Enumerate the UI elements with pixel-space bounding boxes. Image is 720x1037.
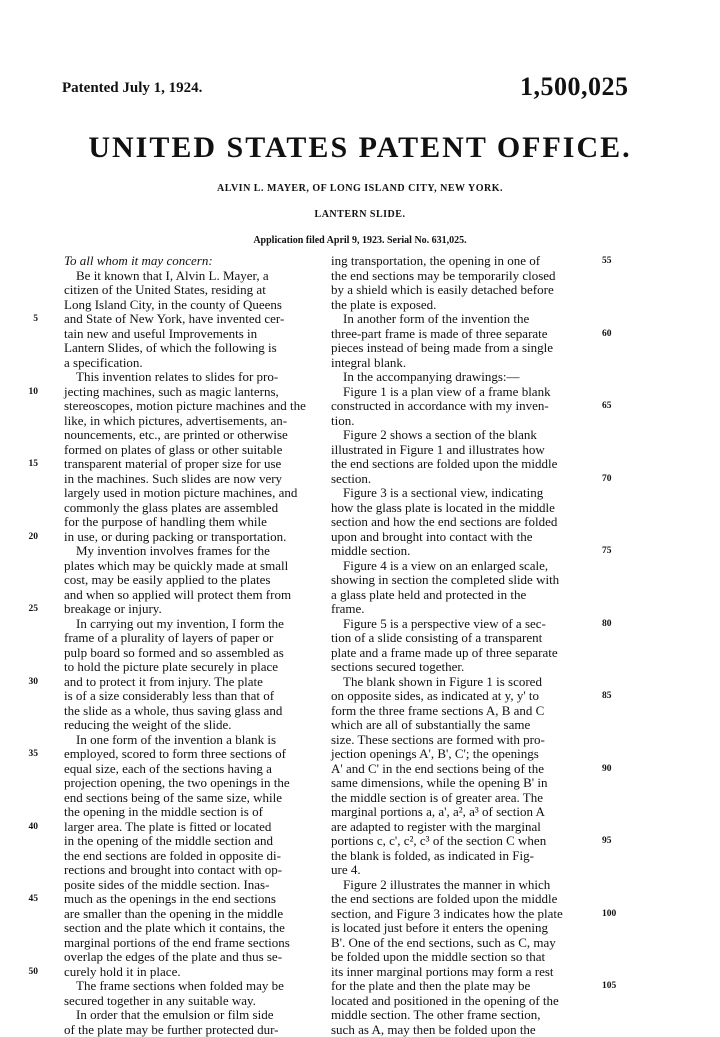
text-line: frame. <box>331 602 589 617</box>
text-line: curely hold it in place. <box>64 965 322 980</box>
text-line: the plate is exposed. <box>331 298 589 313</box>
text-line: and State of New York, have invented cer- <box>64 312 322 327</box>
text-line: the middle section is of greater area. The <box>331 791 589 806</box>
text-line: Figure 5 is a perspective view of a sec- <box>331 617 589 632</box>
text-line: marginal portions of the end frame sections <box>64 936 322 951</box>
application-line: Application filed April 9, 1923. Serial No. 631,025. <box>0 235 720 246</box>
text-line: illustrated in Figure 1 and illustrates how <box>331 443 589 458</box>
text-line: The frame sections when folded may be <box>64 979 322 994</box>
text-line: are smaller than the opening in the middle <box>64 907 322 922</box>
text-line: employed, scored to form three sections of <box>64 747 322 762</box>
line-number: 20 <box>16 532 38 542</box>
text-line: on opposite sides, as indicated at y, y' to <box>331 689 589 704</box>
text-line: size. These sections are formed with pro- <box>331 733 589 748</box>
text-line: a glass plate held and protected in the <box>331 588 589 603</box>
text-line: A' and C' in the end sections being of the <box>331 762 589 777</box>
text-line: commonly the glass plates are assembled <box>64 501 322 516</box>
text-line: middle section. <box>331 544 589 559</box>
text-line: much as the openings in the end sections <box>64 892 322 907</box>
text-line: for the purpose of handling them while <box>64 515 322 530</box>
text-line: is located just before it enters the opening <box>331 921 589 936</box>
text-line: which are all of substantially the same <box>331 718 589 733</box>
text-line: a specification. <box>64 356 322 371</box>
text-line: same dimensions, while the opening B' in <box>331 776 589 791</box>
text-line: Figure 2 illustrates the manner in which <box>331 878 589 893</box>
text-line: citizen of the United States, residing at <box>64 283 322 298</box>
text-line: constructed in accordance with my inven- <box>331 399 589 414</box>
text-line: plate and a frame made up of three separate <box>331 646 589 661</box>
text-line: are adapted to register with the marginal <box>331 820 589 835</box>
text-line: in use, or during packing or transportation. <box>64 530 322 545</box>
text-line: posite sides of the middle section. Inas- <box>64 878 322 893</box>
text-line: to hold the picture plate securely in place <box>64 660 322 675</box>
text-line: like, in which pictures, advertisements, an- <box>64 414 322 429</box>
line-number: 45 <box>16 894 38 904</box>
text-line: pieces instead of being made from a single <box>331 341 589 356</box>
line-number: 85 <box>602 691 628 701</box>
text-line: section. <box>331 472 589 487</box>
line-number: 50 <box>16 967 38 977</box>
text-line: transparent material of proper size for use <box>64 457 322 472</box>
text-line: upon and brought into contact with the <box>331 530 589 545</box>
text-line: middle section. The other frame section, <box>331 1008 589 1023</box>
line-number: 5 <box>16 314 38 324</box>
line-number: 80 <box>602 619 628 629</box>
text-line: breakage or injury. <box>64 602 322 617</box>
text-line: the blank is folded, as indicated in Fig- <box>331 849 589 864</box>
text-line: plates which may be quickly made at small <box>64 559 322 574</box>
text-line: its inner marginal portions may form a rest <box>331 965 589 980</box>
line-number: 35 <box>16 749 38 759</box>
text-line: larger area. The plate is fitted or located <box>64 820 322 835</box>
right-text-column <box>331 254 589 1037</box>
text-line: ing transportation, the opening in one of <box>331 254 589 269</box>
text-line: In carrying out my invention, I form the <box>64 617 322 632</box>
text-line: tion. <box>331 414 589 429</box>
text-line: in the machines. Such slides are now very <box>64 472 322 487</box>
line-number: 70 <box>602 474 628 484</box>
text-line: Be it known that I, Alvin L. Mayer, a <box>64 269 322 284</box>
text-line: is of a size considerably less than that of <box>64 689 322 704</box>
text-line: integral blank. <box>331 356 589 371</box>
text-line: the slide as a whole, thus saving glass and <box>64 704 322 719</box>
text-line: Figure 2 shows a section of the blank <box>331 428 589 443</box>
text-line: Lantern Slides, of which the following is <box>64 341 322 356</box>
text-line: equal size, each of the sections having a <box>64 762 322 777</box>
text-line: In one form of the invention a blank is <box>64 733 322 748</box>
line-number: 25 <box>16 604 38 614</box>
text-line: stereoscopes, motion picture machines and the <box>64 399 322 414</box>
text-line: projection opening, the two openings in the <box>64 776 322 791</box>
text-line: ure 4. <box>331 863 589 878</box>
line-number: 60 <box>602 329 628 339</box>
text-line: and when so applied will protect them from <box>64 588 322 603</box>
text-line: overlap the edges of the plate and thus se- <box>64 950 322 965</box>
patent-number: 1,500,025 <box>520 72 629 102</box>
line-number: 105 <box>602 981 628 991</box>
text-line: The blank shown in Figure 1 is scored <box>331 675 589 690</box>
text-line: showing in section the completed slide with <box>331 573 589 588</box>
text-line: in the opening of the middle section and <box>64 834 322 849</box>
text-line: form the three frame sections A, B and C <box>331 704 589 719</box>
text-line: To all whom it may concern: <box>64 254 322 269</box>
line-number: 10 <box>16 387 38 397</box>
text-line: formed on plates of glass or other suitable <box>64 443 322 458</box>
text-line: Figure 1 is a plan view of a frame blank <box>331 385 589 400</box>
text-line: the opening in the middle section is of <box>64 805 322 820</box>
text-line: end sections being of the same size, while <box>64 791 322 806</box>
text-line: by a shield which is easily detached before <box>331 283 589 298</box>
text-line: jecting machines, such as magic lanterns, <box>64 385 322 400</box>
line-number: 75 <box>602 546 628 556</box>
line-number: 15 <box>16 459 38 469</box>
text-line: Figure 4 is a view on an enlarged scale, <box>331 559 589 574</box>
text-line: frame of a plurality of layers of paper or <box>64 631 322 646</box>
text-line: pulp board so formed and so assembled as <box>64 646 322 661</box>
inventor-line: ALVIN L. MAYER, OF LONG ISLAND CITY, NEW YORK. <box>0 183 720 194</box>
text-line: reducing the weight of the slide. <box>64 718 322 733</box>
patented-date: Patented July 1, 1924. <box>62 80 202 97</box>
invention-title: LANTERN SLIDE. <box>0 209 720 220</box>
text-line: marginal portions a, a', a², a³ of section A <box>331 805 589 820</box>
text-line: largely used in motion picture machines, and <box>64 486 322 501</box>
line-number: 40 <box>16 822 38 832</box>
text-line: nouncements, etc., are printed or otherwise <box>64 428 322 443</box>
line-number: 55 <box>602 256 628 266</box>
text-line: three-part frame is made of three separate <box>331 327 589 342</box>
text-line: such as A, may then be folded upon the <box>331 1023 589 1037</box>
text-line: the end sections are folded upon the middle <box>331 892 589 907</box>
text-line: how the glass plate is located in the middle <box>331 501 589 516</box>
text-line: jection openings A', B', C'; the openings <box>331 747 589 762</box>
text-line: section, and Figure 3 indicates how the plate <box>331 907 589 922</box>
text-line: cost, may be easily applied to the plates <box>64 573 322 588</box>
text-line: tain new and useful Improvements in <box>64 327 322 342</box>
text-line: for the plate and then the plate may be <box>331 979 589 994</box>
text-line: This invention relates to slides for pro- <box>64 370 322 385</box>
text-line: the end sections are folded in opposite di- <box>64 849 322 864</box>
line-number: 65 <box>602 401 628 411</box>
text-line: In order that the emulsion or film side <box>64 1008 322 1023</box>
text-line: portions c, c', c², c³ of the section C when <box>331 834 589 849</box>
text-line: section and how the end sections are folded <box>331 515 589 530</box>
text-line: tion of a slide consisting of a transparent <box>331 631 589 646</box>
text-line: be folded upon the middle section so that <box>331 950 589 965</box>
text-line: secured together in any suitable way. <box>64 994 322 1009</box>
text-line: In another form of the invention the <box>331 312 589 327</box>
text-line: sections secured together. <box>331 660 589 675</box>
text-line: the end sections may be temporarily closed <box>331 269 589 284</box>
left-text-column <box>64 254 322 1037</box>
text-line: the end sections are folded upon the middle <box>331 457 589 472</box>
text-line: B'. One of the end sections, such as C, may <box>331 936 589 951</box>
line-number: 30 <box>16 677 38 687</box>
line-number: 90 <box>602 764 628 774</box>
text-line: In the accompanying drawings:— <box>331 370 589 385</box>
text-line: rections and brought into contact with op- <box>64 863 322 878</box>
line-number: 100 <box>602 909 628 919</box>
text-line: My invention involves frames for the <box>64 544 322 559</box>
text-line: Figure 3 is a sectional view, indicating <box>331 486 589 501</box>
text-line: Long Island City, in the county of Queens <box>64 298 322 313</box>
text-line: of the plate may be further protected dur- <box>64 1023 322 1037</box>
text-line: section and the plate which it contains, the <box>64 921 322 936</box>
text-line: located and positioned in the opening of the <box>331 994 589 1009</box>
text-line: and to protect it from injury. The plate <box>64 675 322 690</box>
office-heading: UNITED STATES PATENT OFFICE. <box>0 131 720 165</box>
line-number: 95 <box>602 836 628 846</box>
